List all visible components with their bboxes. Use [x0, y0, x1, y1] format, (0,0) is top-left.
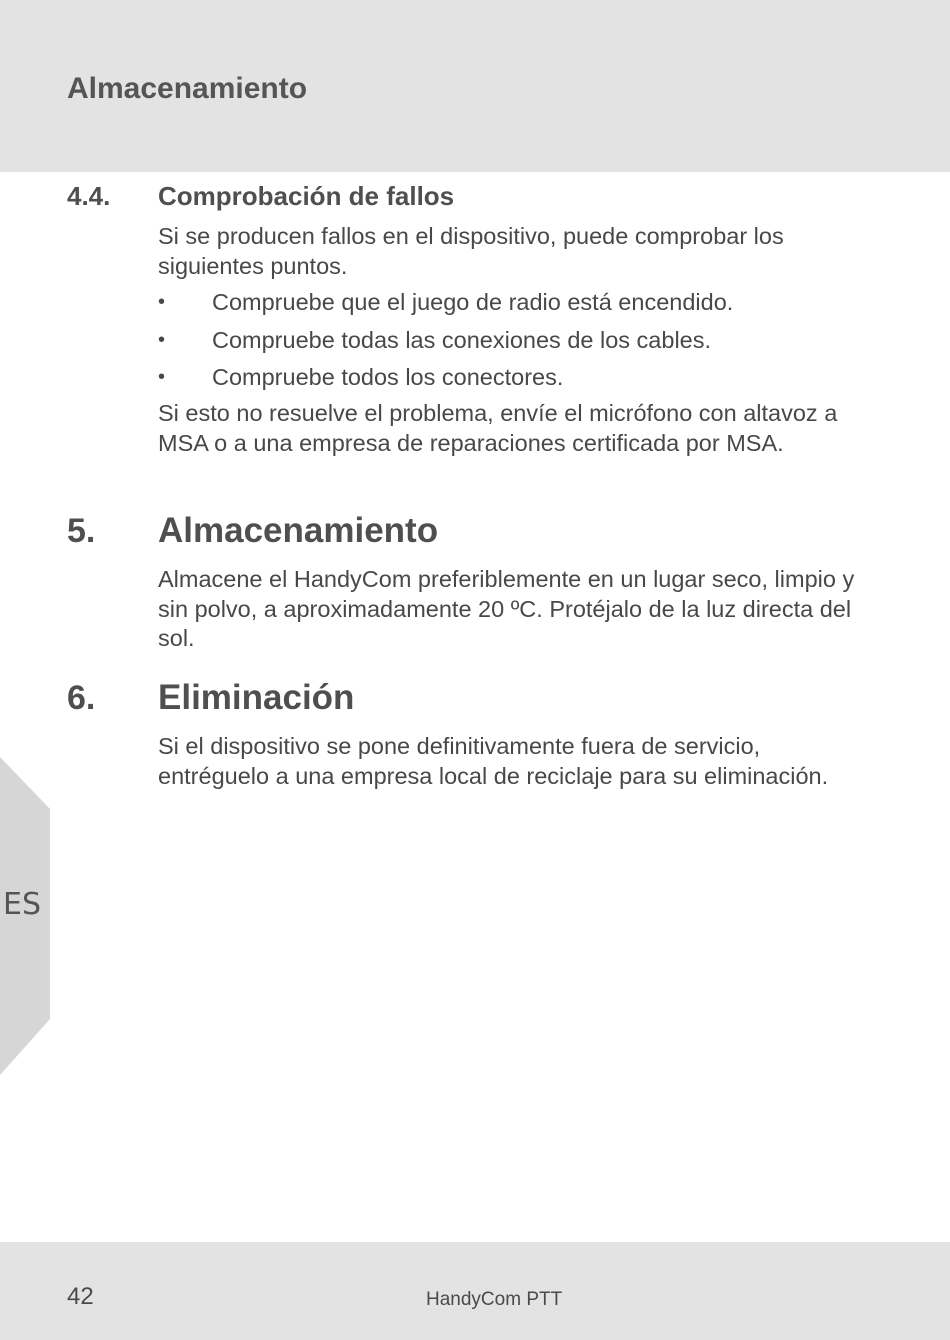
section-number: 6. [67, 679, 96, 717]
subsection-closing: Si esto no resuelve el problema, envíe el micrófono con altavoz a MSA o a una empresa de reparaciones certificada por MSA. [158, 400, 838, 456]
page-number: 42 [67, 1283, 94, 1310]
list-item-text: Compruebe todos los conectores. [212, 364, 564, 390]
section-body: Almacene el HandyCom preferiblemente en un lugar seco, limpio y sin polvo, a aproximadamente 20 ºC. Protéjalo de la luz directa del sol. [158, 566, 855, 651]
footer-product-name: HandyCom PTT [426, 1289, 563, 1310]
check-list [158, 288, 858, 401]
language-label: ES [3, 887, 41, 922]
section-title: Almacenamiento [158, 511, 439, 550]
page-header [0, 0, 950, 172]
subsection-number: 4.4. [67, 181, 111, 211]
subsection-intro: Si se producen fallos en el dispositivo, puede comprobar los siguientes puntos. [158, 223, 784, 279]
list-item-text: Compruebe todas las conexiones de los cables. [212, 326, 712, 353]
running-header-title: Almacenamiento [67, 72, 308, 105]
bullet-icon: • [158, 328, 166, 351]
section-body: Si el dispositivo se pone definitivamente fuera de servicio, entréguelo a una empresa local de reciclaje para su eliminación. [158, 733, 829, 789]
subsection-title: Comprobación de fallos [158, 181, 455, 211]
section-title: Eliminación [158, 678, 355, 717]
bullet-icon: • [158, 366, 166, 388]
bullet-icon: • [158, 291, 166, 313]
list-item-text: Compruebe que el juego de radio está encendido. [212, 289, 734, 315]
list-item [158, 288, 858, 326]
list-item [158, 326, 858, 364]
section-number: 5. [67, 512, 96, 550]
list-item [158, 363, 858, 401]
